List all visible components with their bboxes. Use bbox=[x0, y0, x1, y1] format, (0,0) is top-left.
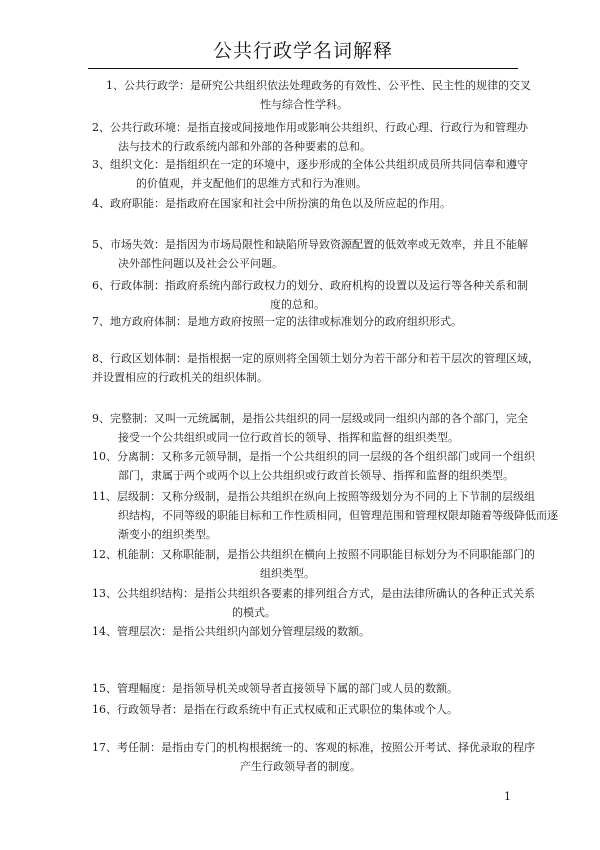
entry-line: 3、组织文化：是指组织在一定的环境中，逐步形成的全体公共组织成员所共同信奉和遵守 bbox=[92, 158, 528, 171]
entry-line: 11、层级制：又称分级制，是指公共组织在纵向上按照等级划分为不同的上下节制的层级组 bbox=[92, 490, 535, 503]
entry-line: 性与综合性学科。 bbox=[260, 98, 348, 111]
entry-line: 15、管理幅度：是指领导机关或领导者直接领导下属的部门或人员的数额。 bbox=[92, 682, 458, 695]
definition-entry-13 bbox=[92, 584, 535, 622]
entry-line: 8、行政区划体制：是指根据一定的原则将全国领土划分为若干部分和若干层次的管理区域， bbox=[92, 352, 539, 365]
entry-line: 并设置相应的行政机关的组织体制。 bbox=[92, 371, 268, 384]
entry-line: 决外部性问题以及社会公平问题。 bbox=[118, 257, 283, 270]
page-title: 公共行政学名词解释 bbox=[212, 40, 393, 62]
definition-entry-10 bbox=[92, 447, 535, 485]
definition-entry-15 bbox=[92, 679, 458, 698]
entry-line: 17、考任制：是指由专门的机构根据统一的、客观的标准，按照公开考试、择优录取的程序 bbox=[92, 741, 535, 754]
definition-entry-7 bbox=[92, 312, 462, 331]
entry-line: 2、公共行政环境：是指直接或间接地作用或影响公共组织、行政心理、行政行为和管理办 bbox=[92, 121, 528, 134]
entry-line: 13、公共组织结构：是指公共组织各要素的排列组合方式，是由法律所确认的各种正式关系 bbox=[92, 587, 535, 600]
definition-entry-5 bbox=[92, 235, 528, 273]
entry-line: 度的总和。 bbox=[270, 298, 325, 311]
entry-line: 法与技术的行政系统内部和外部的各种要素的总和。 bbox=[118, 140, 371, 153]
entry-line: 1、公共行政学：是研究公共组织依法处理政务的有效性、公平性、民主性的规律的交叉 bbox=[106, 79, 531, 92]
entry-line: 4、政府职能：是指政府在国家和社会中所扮演的角色以及所应起的作用。 bbox=[92, 197, 451, 210]
definition-entry-16 bbox=[92, 700, 458, 719]
entry-line: 6、行政体制：指政府系统内部行政权力的划分、政府机构的设置以及运行等各种关系和制 bbox=[92, 279, 528, 292]
entry-line: 组织类型。 bbox=[260, 567, 315, 580]
entry-line: 的价值观，并支配他们的思维方式和行为准则。 bbox=[136, 177, 367, 190]
definition-entry-12 bbox=[92, 545, 535, 583]
definition-entry-6 bbox=[92, 276, 528, 314]
entry-line: 5、市场失效：是指因为市场局限性和缺陷所导致资源配置的低效率或无效率，并且不能解 bbox=[92, 238, 528, 251]
entry-line: 织结构，不同等级的职能目标和工作性质相同，但管理范围和管理权限却随着等级降低而逐 bbox=[118, 509, 558, 522]
entry-line: 14、管理层次：是指公共组织内部划分管理层级的数额。 bbox=[92, 625, 370, 638]
entry-line: 7、地方政府体制：是地方政府按照一定的法律或标准划分的政府组织形式。 bbox=[92, 315, 462, 328]
definition-entry-9 bbox=[92, 409, 528, 447]
definition-entry-11 bbox=[92, 487, 558, 544]
definition-entry-17 bbox=[92, 738, 535, 776]
entry-line: 产生行政领导者的制度。 bbox=[240, 760, 361, 773]
entry-line: 接受一个公共组织或同一位行政首长的领导、指挥和监督的组织类型。 bbox=[118, 431, 459, 444]
definition-entry-2 bbox=[92, 118, 528, 156]
definition-entry-1 bbox=[92, 76, 531, 114]
definition-entry-8 bbox=[92, 349, 539, 387]
page-number: 1 bbox=[504, 790, 511, 803]
entry-line: 9、完整制：又叫一元统属制，是指公共组织的同一层级或同一组织内部的各个部门，完全 bbox=[92, 412, 528, 425]
definition-entry-14 bbox=[92, 622, 370, 641]
entry-line: 的模式。 bbox=[232, 606, 276, 619]
page-header bbox=[88, 40, 518, 69]
definition-entry-4 bbox=[92, 194, 451, 213]
entry-line: 部门，隶属于两个或两个以上公共组织或行政首长领导、指挥和监督的组织类型。 bbox=[118, 469, 514, 482]
entry-line: 10、分离制：又称多元领导制，是指一个公共组织的同一层级的各个组织部门或同一个组织 bbox=[92, 450, 535, 463]
entry-line: 16、行政领导者：是指在行政系统中有正式权威和正式职位的集体或个人。 bbox=[92, 703, 458, 716]
entry-line: 12、机能制：又称职能制，是指公共组织在横向上按照不同职能目标划分为不同职能部门的 bbox=[92, 548, 535, 561]
entry-line: 渐变小的组织类型。 bbox=[118, 528, 217, 541]
definition-entry-3 bbox=[92, 155, 528, 193]
